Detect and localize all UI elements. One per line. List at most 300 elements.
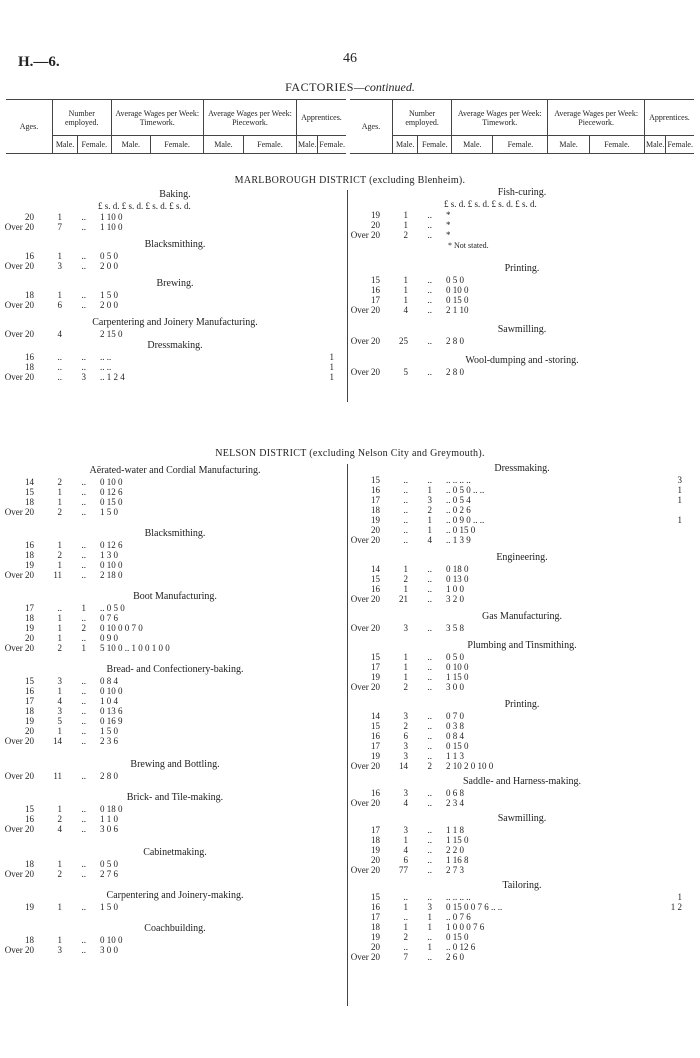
- row-male-count: 1: [403, 210, 408, 220]
- industry-title: Coachbuilding.: [144, 923, 206, 934]
- table-row: [10, 623, 340, 633]
- col-male: Male.: [644, 136, 665, 154]
- row-age: 19: [25, 902, 34, 912]
- row-wages: 0 15 0: [446, 932, 469, 942]
- row-female-count: ..: [81, 771, 86, 781]
- row-apprentices: 1 2: [670, 902, 682, 912]
- industry-section: [4, 238, 340, 271]
- row-age: 20: [25, 212, 34, 222]
- row-age: 15: [371, 652, 380, 662]
- row-male-count: ..: [57, 352, 62, 362]
- row-female-count: ..: [81, 497, 86, 507]
- row-female-count: ..: [81, 706, 86, 716]
- row-wages: 1 5 0: [100, 507, 118, 517]
- row-male-count: ..: [57, 362, 62, 372]
- industry-title: Blacksmithing.: [144, 239, 206, 250]
- row-female-count: ..: [427, 594, 432, 604]
- row-female-count: ..: [427, 798, 432, 808]
- table-row: [10, 352, 340, 362]
- row-female-count: ..: [427, 682, 432, 692]
- row-male-count: 1: [403, 902, 408, 912]
- row-female-count: ..: [81, 633, 86, 643]
- industry-title: Baking.: [159, 189, 191, 200]
- row-wages: 0 15 0: [446, 741, 469, 751]
- row-male-count: 1: [403, 584, 408, 594]
- table-row: [356, 942, 688, 952]
- row-age: 16: [371, 731, 380, 741]
- table-row: [356, 495, 688, 505]
- col-female: Female.: [243, 136, 296, 154]
- table-row: [4, 643, 340, 653]
- row-female-count: ..: [81, 540, 86, 550]
- row-age: 19: [371, 932, 380, 942]
- col-male: Male.: [296, 136, 317, 154]
- row-apprentices: 1: [677, 485, 682, 495]
- table-row: [10, 487, 340, 497]
- row-male-count: 3: [403, 741, 408, 751]
- row-age: Over 20: [350, 682, 380, 692]
- col-male: Male.: [203, 136, 243, 154]
- row-female-count: ..: [427, 845, 432, 855]
- row-female-count: ..: [81, 222, 86, 232]
- row-wages: 2 0 0: [100, 261, 118, 271]
- row-female-count: ..: [427, 574, 432, 584]
- row-wages: 2 3 6: [100, 736, 118, 746]
- table-row: [356, 475, 688, 485]
- row-wages: *: [446, 220, 451, 230]
- industry-title: Fish-curing.: [497, 187, 547, 198]
- row-male-count: 3: [57, 676, 62, 686]
- table-row: [356, 564, 688, 574]
- table-row: [350, 761, 688, 771]
- row-age: 15: [371, 275, 380, 285]
- table-row: [356, 835, 688, 845]
- table-row: [10, 560, 340, 570]
- row-wages: 0 10 0: [100, 477, 123, 487]
- table-row: [10, 540, 340, 550]
- row-female-count: ..: [81, 814, 86, 824]
- table-row: [4, 261, 340, 271]
- row-age: 19: [25, 623, 34, 633]
- col-female: Female.: [151, 136, 204, 154]
- row-apprentices: 1: [329, 372, 334, 382]
- row-wages: .. 0 5 4: [446, 495, 471, 505]
- table-row: [10, 676, 340, 686]
- row-wages: .. 1 3 9: [446, 535, 471, 545]
- row-female-count: ..: [81, 804, 86, 814]
- row-wages: 0 10 0: [100, 686, 123, 696]
- table-row: [10, 902, 340, 912]
- industry-title: Carpentering and Joinery-making.: [106, 890, 244, 901]
- row-wages: 2 7 6: [100, 869, 118, 879]
- row-male-count: 3: [57, 945, 62, 955]
- row-female-count: 2: [427, 761, 432, 771]
- industry-section: [350, 698, 688, 771]
- row-male-count: ..: [403, 505, 408, 515]
- col-ages: Ages.: [350, 100, 393, 154]
- industry-title: Gas Manufacturing.: [482, 611, 562, 622]
- page-title: [0, 80, 700, 95]
- row-male-count: 1: [57, 935, 62, 945]
- row-wages: 3 5 8: [446, 623, 464, 633]
- row-male-count: ..: [403, 892, 408, 902]
- row-apprentices: 3: [677, 475, 682, 485]
- row-age: Over 20: [4, 261, 34, 271]
- row-age: 18: [371, 922, 380, 932]
- row-age: 16: [25, 352, 34, 362]
- industry-section: [4, 846, 340, 879]
- row-wages: 3 0 6: [100, 824, 118, 834]
- row-age: 18: [25, 935, 34, 945]
- row-male-count: 1: [403, 285, 408, 295]
- row-male-count: 11: [53, 570, 62, 580]
- row-male-count: 1: [57, 613, 62, 623]
- row-female-count: ..: [427, 892, 432, 902]
- industry-section: [350, 639, 688, 692]
- row-wages: 0 10 0: [100, 935, 123, 945]
- row-female-count: ..: [427, 230, 432, 240]
- col-number-employed: Number employed.: [393, 100, 452, 136]
- table-row: [350, 798, 688, 808]
- row-age: Over 20: [4, 222, 34, 232]
- table-row: [356, 295, 688, 305]
- row-male-count: 1: [403, 652, 408, 662]
- table-row: [4, 222, 340, 232]
- row-female-count: ..: [81, 686, 86, 696]
- row-age: 15: [371, 721, 380, 731]
- table-row: [356, 912, 688, 922]
- marlborough-left-column: [4, 188, 340, 382]
- row-female-count: ..: [427, 295, 432, 305]
- industry-section: [350, 354, 688, 377]
- nelson-right-column: [350, 462, 688, 962]
- col-apprentices: Apprentices.: [296, 100, 346, 136]
- table-row: [356, 751, 688, 761]
- row-male-count: 1: [57, 251, 62, 261]
- row-female-count: ..: [427, 825, 432, 835]
- row-age: 18: [371, 835, 380, 845]
- row-wages: *: [446, 210, 451, 220]
- row-wages: 2 1 10: [446, 305, 469, 315]
- row-male-count: 1: [403, 564, 408, 574]
- row-male-count: 1: [403, 275, 408, 285]
- row-male-count: 1: [57, 902, 62, 912]
- row-wages: 0 15 0: [100, 497, 123, 507]
- row-wages: 0 8 4: [100, 676, 118, 686]
- district-title-marlborough: MARLBOROUGH DISTRICT (excluding Blenheim).: [234, 175, 466, 186]
- row-female-count: ..: [427, 285, 432, 295]
- industry-section: [4, 527, 340, 580]
- row-female-count: ..: [427, 305, 432, 315]
- table-row: [10, 497, 340, 507]
- table-row: [350, 865, 688, 875]
- row-wages: 1 10 0: [100, 212, 123, 222]
- row-age: 15: [371, 892, 380, 902]
- row-wages: 0 12 6: [100, 540, 123, 550]
- row-male-count: 14: [53, 736, 62, 746]
- row-female-count: ..: [427, 662, 432, 672]
- table-row: [4, 570, 340, 580]
- report-code: H.—6.: [18, 54, 60, 70]
- row-age: 15: [25, 487, 34, 497]
- row-wages: 0 18 0: [100, 804, 123, 814]
- row-male-count: 21: [399, 594, 408, 604]
- row-female-count: 1: [427, 942, 432, 952]
- row-female-count: ..: [427, 275, 432, 285]
- row-female-count: ..: [427, 865, 432, 875]
- row-age: Over 20: [350, 535, 380, 545]
- row-wages: 0 5 0: [446, 275, 464, 285]
- row-male-count: 2: [403, 230, 408, 240]
- row-female-count: ..: [81, 560, 86, 570]
- table-row: [10, 726, 340, 736]
- row-wages: .. 1 2 4: [100, 372, 125, 382]
- row-wages: .. ..: [100, 362, 112, 372]
- industry-section: [350, 610, 688, 633]
- row-wages: 0 10 0 0 7 0: [100, 623, 143, 633]
- row-age: 17: [25, 603, 34, 613]
- row-age: Over 20: [4, 771, 34, 781]
- row-wages: 1 5 0: [100, 290, 118, 300]
- row-age: 18: [25, 290, 34, 300]
- row-female-count: ..: [81, 251, 86, 261]
- industry-title: Sawmilling.: [497, 324, 547, 335]
- table-row: [356, 285, 688, 295]
- row-apprentices: 1: [677, 515, 682, 525]
- row-male-count: ..: [403, 535, 408, 545]
- row-age: 17: [371, 295, 380, 305]
- row-age: Over 20: [4, 300, 34, 310]
- row-male-count: ..: [57, 603, 62, 613]
- row-wages: 0 12 6: [100, 487, 123, 497]
- row-wages: 0 5 0: [446, 652, 464, 662]
- row-age: 16: [371, 902, 380, 912]
- row-male-count: ..: [403, 485, 408, 495]
- row-male-count: 2: [403, 574, 408, 584]
- row-wages: 3 0 0: [100, 945, 118, 955]
- row-female-count: ..: [81, 487, 86, 497]
- table-row: [350, 535, 688, 545]
- table-row: [350, 336, 688, 346]
- col-wages-timework: Average Wages per Week: Timework.: [111, 100, 203, 136]
- row-age: 15: [25, 804, 34, 814]
- row-age: 14: [371, 711, 380, 721]
- row-male-count: 1: [57, 290, 62, 300]
- row-age: Over 20: [4, 824, 34, 834]
- row-wages: .. 0 7 6: [446, 912, 471, 922]
- row-wages: 0 16 9: [100, 716, 123, 726]
- col-male: Male.: [393, 136, 418, 154]
- col-male: Male.: [452, 136, 493, 154]
- row-male-count: ..: [403, 912, 408, 922]
- col-female: Female.: [78, 136, 111, 154]
- row-wages: 0 18 0: [446, 564, 469, 574]
- industry-title: Brick- and Tile-making.: [126, 792, 224, 803]
- row-male-count: 1: [57, 540, 62, 550]
- row-male-count: 1: [57, 804, 62, 814]
- row-age: 17: [371, 912, 380, 922]
- row-male-count: 2: [57, 869, 62, 879]
- row-male-count: 2: [57, 477, 62, 487]
- col-male: Male.: [548, 136, 589, 154]
- row-male-count: 3: [57, 261, 62, 271]
- row-male-count: 3: [403, 788, 408, 798]
- row-age: Over 20: [4, 329, 34, 339]
- row-age: Over 20: [4, 570, 34, 580]
- table-row: [4, 869, 340, 879]
- nelson-left-column: [4, 464, 340, 955]
- table-row: [4, 736, 340, 746]
- row-age: 20: [371, 942, 380, 952]
- col-female: Female.: [318, 136, 346, 154]
- row-wages: 2 2 0: [446, 845, 464, 855]
- row-female-count: ..: [81, 869, 86, 879]
- row-age: 19: [25, 560, 34, 570]
- row-age: Over 20: [4, 507, 34, 517]
- row-female-count: ..: [427, 788, 432, 798]
- row-male-count: 1: [57, 487, 62, 497]
- row-female-count: ..: [81, 716, 86, 726]
- col-male: Male.: [53, 136, 78, 154]
- row-female-count: 1: [81, 643, 86, 653]
- table-row: [10, 804, 340, 814]
- industry-section: [4, 758, 340, 781]
- row-age: 18: [25, 613, 34, 623]
- row-male-count: ..: [403, 475, 408, 485]
- table-row: [10, 603, 340, 613]
- row-male-count: 2: [403, 932, 408, 942]
- row-male-count: 5: [403, 367, 408, 377]
- title-suffix: —continued.: [353, 80, 415, 94]
- row-female-count: ..: [427, 721, 432, 731]
- money-header: £ s. d. £ s. d. £ s. d. £ s. d.: [98, 201, 191, 211]
- table-row: [10, 633, 340, 643]
- industry-title: Carpentering and Joinery Manufacturing.: [92, 317, 258, 328]
- row-age: 16: [25, 251, 34, 261]
- table-row: [4, 372, 340, 382]
- row-age: 17: [25, 696, 34, 706]
- table-row: [10, 859, 340, 869]
- row-male-count: 2: [57, 507, 62, 517]
- row-female-count: ..: [427, 855, 432, 865]
- row-apprentices: 1: [329, 352, 334, 362]
- row-female-count: ..: [427, 584, 432, 594]
- table-row: [356, 845, 688, 855]
- row-male-count: 6: [403, 731, 408, 741]
- table-row: [356, 652, 688, 662]
- industry-section: [4, 277, 340, 310]
- row-age: 20: [25, 633, 34, 643]
- row-female-count: ..: [427, 652, 432, 662]
- row-male-count: 1: [57, 686, 62, 696]
- industry-section: [4, 791, 340, 834]
- row-age: Over 20: [4, 643, 34, 653]
- row-wages: 0 5 0: [100, 251, 118, 261]
- row-male-count: 3: [403, 751, 408, 761]
- industry-section: [350, 879, 688, 962]
- industry-section: [4, 188, 340, 232]
- row-female-count: 2: [427, 505, 432, 515]
- table-row: [356, 731, 688, 741]
- row-female-count: 3: [427, 495, 432, 505]
- row-wages: .. 0 2 6: [446, 505, 471, 515]
- row-wages: .. .. .. ..: [446, 475, 471, 485]
- row-wages: 1 1 3: [446, 751, 464, 761]
- row-male-count: 1: [403, 835, 408, 845]
- table-row: [10, 613, 340, 623]
- row-male-count: 4: [57, 329, 62, 339]
- row-wages: 2 6 0: [446, 952, 464, 962]
- table-row: [356, 902, 688, 912]
- industry-title: Printing.: [504, 263, 540, 274]
- col-wages-timework: Average Wages per Week: Timework.: [452, 100, 548, 136]
- row-male-count: 1: [403, 922, 408, 932]
- page-number: 46: [343, 51, 357, 66]
- row-female-count: ..: [427, 623, 432, 633]
- col-female: Female.: [666, 136, 694, 154]
- row-male-count: 1: [403, 662, 408, 672]
- row-age: 14: [25, 477, 34, 487]
- row-age: Over 20: [350, 798, 380, 808]
- table-row: [4, 507, 340, 517]
- row-wages: 5 10 0 .. 1 0 0 1 0 0: [100, 643, 170, 653]
- table-row: [356, 932, 688, 942]
- row-male-count: 4: [403, 845, 408, 855]
- marlborough-right-column: [350, 186, 688, 377]
- row-age: 16: [371, 788, 380, 798]
- table-row: [356, 662, 688, 672]
- row-female-count: ..: [81, 902, 86, 912]
- row-female-count: ..: [81, 945, 86, 955]
- table-row: [4, 824, 340, 834]
- industry-title: Saddle- and Harness-making.: [462, 776, 582, 787]
- row-wages: 0 13 0: [446, 574, 469, 584]
- row-wages: 2 10 2 0 10 0: [446, 761, 494, 771]
- row-age: 18: [371, 505, 380, 515]
- row-male-count: 1: [403, 295, 408, 305]
- row-age: 20: [371, 525, 380, 535]
- row-age: 18: [25, 497, 34, 507]
- industry-title: Blacksmithing.: [144, 528, 206, 539]
- table-row: [10, 706, 340, 716]
- row-wages: 0 15 0: [446, 295, 469, 305]
- row-wages: *: [446, 230, 451, 240]
- row-age: Over 20: [4, 736, 34, 746]
- table-row: [356, 741, 688, 751]
- row-female-count: 2: [81, 623, 86, 633]
- table-row: [356, 855, 688, 865]
- table-row: [4, 300, 340, 310]
- row-wages: 0 7 6: [100, 613, 118, 623]
- row-wages: 2 15 0: [100, 329, 123, 339]
- table-row: [356, 711, 688, 721]
- row-male-count: ..: [57, 372, 62, 382]
- row-male-count: 1: [403, 220, 408, 230]
- row-age: 19: [371, 672, 380, 682]
- table-row: [350, 952, 688, 962]
- row-age: Over 20: [350, 952, 380, 962]
- col-female: Female.: [589, 136, 644, 154]
- table-row: [356, 505, 688, 515]
- row-male-count: 1: [57, 859, 62, 869]
- row-wages: 0 6 8: [446, 788, 464, 798]
- row-wages: 0 9 0: [100, 633, 118, 643]
- row-male-count: 1: [57, 212, 62, 222]
- row-age: 16: [371, 584, 380, 594]
- col-wages-piecework: Average Wages per Week: Piecework.: [548, 100, 645, 136]
- row-female-count: 4: [427, 535, 432, 545]
- table-row: [356, 672, 688, 682]
